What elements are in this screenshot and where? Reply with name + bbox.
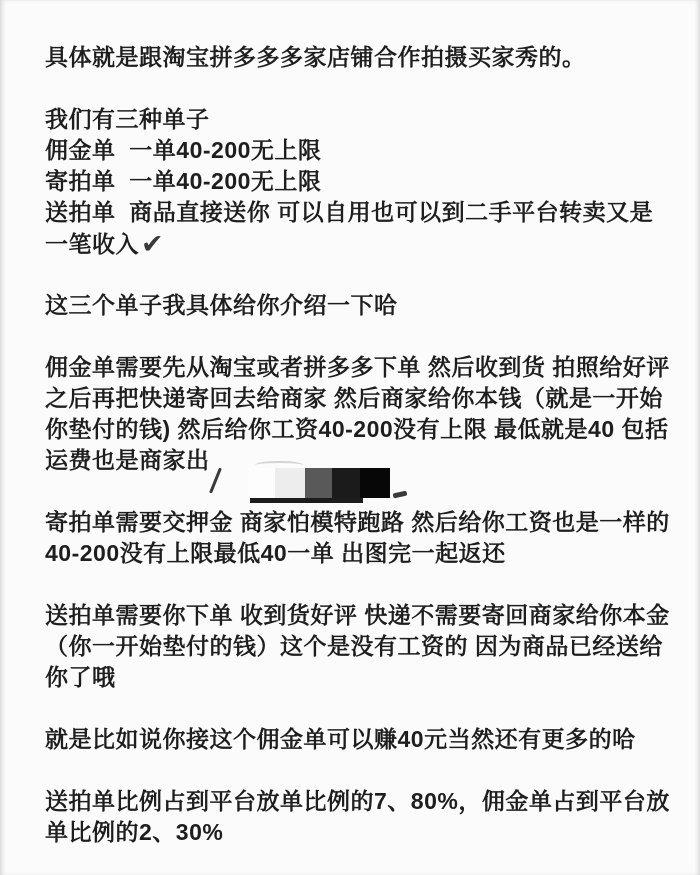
text-line: （你一开始垫付的钱）这个是没有工资的 因为商品已经送给 <box>45 633 663 659</box>
paragraph-transition <box>45 290 700 321</box>
text-line: 寄拍单 一单40-200无上限 <box>45 168 322 194</box>
paragraph-commission-order-detail <box>45 352 700 476</box>
checkmark-icon: ✔ <box>141 229 165 259</box>
text-line: 40-200没有上限最低40一单 出图完一起返还 <box>45 540 506 566</box>
text-line: 送拍单 商品直接送你 可以自用也可以到二手平台转卖又是 <box>45 199 654 225</box>
text-line: 单比例的2、30% <box>45 819 224 845</box>
paragraph-deposit-order-detail <box>45 507 700 569</box>
paragraph-example <box>45 724 700 755</box>
text-line: 我们有三种单子 <box>45 106 210 132</box>
text-line: 之后再把快递寄回去给商家 然后商家给你本钱（就是一开始 <box>45 385 663 411</box>
text-line: 就是比如说你接这个佣金单可以赚40元当然还有更多的哈 <box>45 726 636 752</box>
text-line-text: 一笔收入 <box>45 231 139 257</box>
text-line: 这三个单子我具体给你介绍一下哈 <box>45 292 398 318</box>
text-line: 你垫付的钱) 然后给你工资40-200没有上限 最低就是40 包括 <box>45 416 669 442</box>
text-line: 你了哦 <box>45 664 116 690</box>
text-line: 送拍单比例占到平台放单比例的7、80%，佣金单占到平台放 <box>45 788 670 814</box>
text-line: 佣金单需要先从淘宝或者拼多多下单 然后收到货 拍照给好评 <box>45 354 670 380</box>
paragraph-gift-order-detail <box>45 600 700 693</box>
paragraph-ratios <box>45 786 700 848</box>
paragraph-intro <box>45 42 700 73</box>
text-line: 运费也是商家出 <box>45 447 210 473</box>
text-line: 送拍单需要你下单 收到货好评 快递不需要寄回商家给你本金 <box>45 602 670 628</box>
text-line: 寄拍单需要交押金 商家怕模特跑路 然后给你工资也是一样的 <box>45 509 670 535</box>
paragraph-order-types <box>45 104 700 259</box>
text-line: 佣金单 一单40-200无上限 <box>45 137 322 163</box>
text-line <box>45 228 700 259</box>
text-line: 具体就是跟淘宝拼多多多家店铺合作拍摄买家秀的。 <box>45 44 586 70</box>
